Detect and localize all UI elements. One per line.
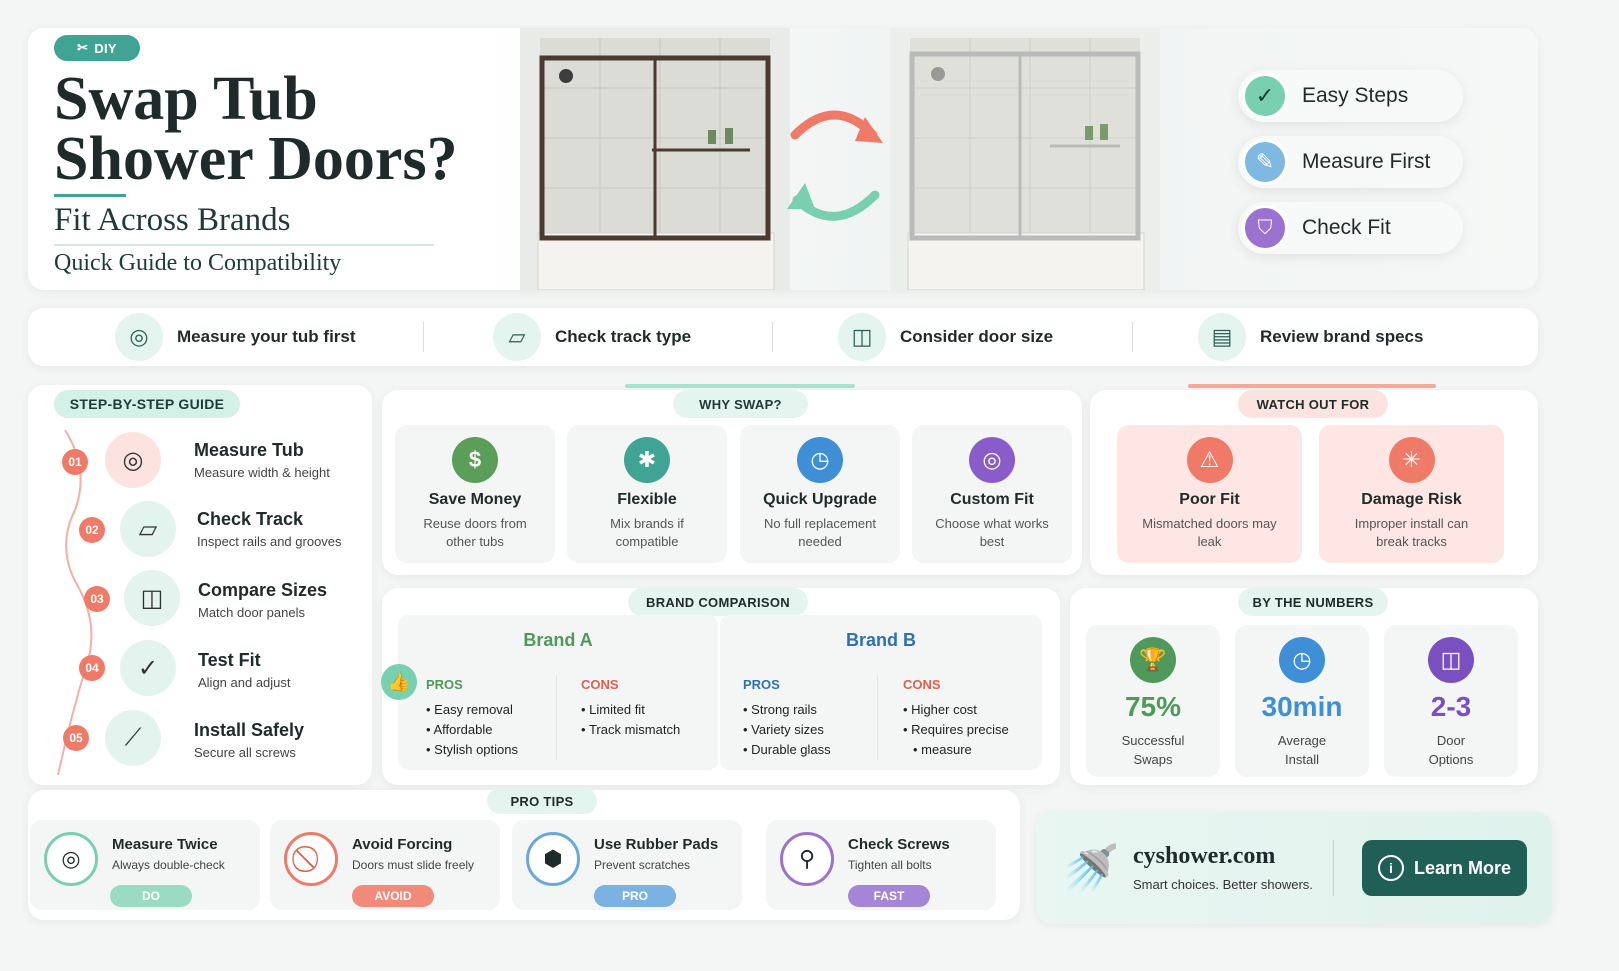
step-item [194,440,330,480]
stat-label-line1: Door [1436,733,1466,748]
by-the-numbers-heading: BY THE NUMBERS [1238,588,1388,616]
tip-sub: Doors must slide freely [352,858,475,872]
check-circle-icon: ✓ [1242,73,1288,119]
tip-badge: PRO [594,885,676,907]
step-number: 05 [63,725,89,751]
watch-out-heading: WATCH OUT FOR [1238,390,1388,418]
strip-item-track [493,310,691,364]
step-sub: Align and adjust [198,675,291,690]
tip-sub: Prevent scratches [594,858,691,872]
step-title: Check Track [197,509,304,529]
brand-a-name: Brand A [523,630,593,650]
step-guide-heading: STEP-BY-STEP GUIDE [54,390,240,418]
brand-b-cons-list [903,700,1009,760]
stat-door-options [1384,625,1518,777]
pro-item: • Stylish options [426,740,518,760]
shield-check-icon: ⛉ [1242,205,1288,251]
pro-tips-heading: PRO TIPS [487,788,597,814]
strip-item-brand-specs [1198,310,1423,364]
tip-title: Measure Twice [112,836,218,853]
footer-divider [1333,840,1334,896]
step-title: Compare Sizes [198,580,328,600]
door-icon: ◫ [1428,637,1474,683]
title-underline [54,194,126,197]
con-item: • Higher cost [903,700,1009,720]
track-rails-icon: ▱ [120,501,176,557]
site-tagline: Smart choices. Better showers. [1133,877,1313,892]
why-sub: No full replacement needed [764,516,876,549]
stat-label-line1: Average [1277,733,1327,748]
why-swap-heading: WHY SWAP? [673,390,808,418]
con-item: • Limited fit [581,700,680,720]
target-icon: ◎ [969,437,1015,483]
tools-icon: ✂ [77,40,89,55]
tip-badge: FAST [848,885,930,907]
screwdriver-icon: ⟋ [105,710,161,766]
why-item-custom-fit [912,425,1072,563]
why-item-quick-upgrade [740,425,900,563]
hero-subtitle: Fit Across Brands [54,202,291,238]
watch-item-damage-risk [1319,425,1504,563]
stat-label-line2: Options [1428,752,1474,767]
stopwatch-icon: ◷ [797,437,843,483]
shower-head-icon: 🚿 [1062,842,1120,894]
brand-a-pros-label: PROS [426,677,463,692]
stat-value: 30min [1261,691,1343,722]
brand-a-divider [556,675,557,760]
track-rails-icon: ▱ [493,313,541,361]
step-number: 01 [62,449,88,475]
con-item: • Track mismatch [581,720,680,740]
shower-door-after-illustration [890,28,1160,290]
pro-item: • Durable glass [743,740,831,760]
info-icon: i [1378,855,1404,881]
strip-label: Check track type [555,327,692,346]
badge-label: Measure First [1302,150,1431,173]
shower-door-before-illustration [520,28,790,290]
dollar-icon: $ [452,437,498,483]
check-icon: ✓ [120,640,176,696]
stat-label-line2: Swaps [1133,752,1173,767]
step-title: Measure Tub [194,440,304,460]
brand-a-pros-list [426,700,518,760]
step-sub: Measure width & height [194,465,330,480]
why-item-flexible [567,425,727,563]
step-number: 03 [84,586,110,612]
badge-label: Easy Steps [1302,84,1409,107]
tip-title: Use Rubber Pads [594,836,719,853]
step-sub: Secure all screws [194,745,296,760]
step-item [198,580,327,620]
why-item-save-money [395,425,555,563]
badge-easy-steps [1238,70,1463,122]
learn-more-label: Learn More [1413,857,1512,878]
why-sub: Reuse doors from other tubs [423,516,527,549]
brand-b-divider [877,675,878,760]
strip-divider [772,322,773,352]
step-number: 04 [79,655,105,681]
prohibited-icon [284,832,338,886]
diy-tag [54,35,140,61]
site-name[interactable]: cyshower.com [1133,843,1276,869]
badge-measure-first [1238,136,1463,188]
why-title: Save Money [428,491,522,508]
tip-badge: DO [110,885,192,907]
why-sub: Mix brands if compatible [610,516,684,549]
tip-title: Check Screws [848,836,950,853]
stat-label-line1: Successful [1121,733,1185,748]
crack-icon: ✳ [1389,437,1435,483]
trophy-icon: 🏆 [1130,637,1176,683]
con-item: • Requires precise [903,720,1009,740]
strip-label: Review brand specs [1260,327,1424,346]
stat-successful-swaps [1086,625,1220,777]
why-swap-accent [625,384,855,388]
step-item [197,509,342,549]
why-sub: Choose what works best [935,516,1049,549]
tip-title: Avoid Forcing [352,836,453,853]
strip-item-measure [115,310,356,364]
tip-measure-twice [30,820,260,910]
brand-b-pros-label: PROS [743,677,780,692]
stat-value: 2-3 [1430,691,1472,722]
stat-value: 75% [1124,691,1182,722]
hero-subtitle2: Quick Guide to Compatibility [54,250,342,276]
subtitle-divider [54,244,434,246]
watch-out-accent [1188,384,1436,388]
tape-measure-icon: ◎ [105,432,161,488]
why-title: Quick Upgrade [763,491,877,508]
pro-item: • Strong rails [743,700,831,720]
brand-b-name: Brand B [845,630,916,650]
brand-a-cons-label: CONS [581,677,619,692]
rubber-pad-icon: ⬢ [526,832,580,886]
learn-more-button[interactable] [1362,840,1527,896]
step-number: 02 [79,517,105,543]
step-sub: Match door panels [198,605,305,620]
pro-item: • Easy removal [426,700,518,720]
step-title: Install Safely [194,720,305,740]
stat-average-install [1235,625,1369,777]
hero-title-line1: Swap Tub [54,65,318,133]
step-item [194,720,304,760]
strip-divider [423,322,424,352]
stat-label-line2: Install [1285,752,1319,767]
step-sub: Inspect rails and grooves [197,534,342,549]
screw-icon: ⚲ [780,832,834,886]
swap-arrows-icon [785,95,885,235]
brand-a-cons-list [581,700,680,740]
pro-item: • Affordable [426,720,518,740]
stat-label [1384,731,1518,769]
watch-title: Damage Risk [1361,491,1462,508]
strip-label: Consider door size [900,327,1054,346]
badge-check-fit [1238,202,1463,254]
door-panels-icon: ◫ [124,570,180,626]
warning-icon: ⚠ [1187,437,1233,483]
step-item [198,650,291,690]
brand-b-pros-list [743,700,831,760]
watch-sub: Improper install can break tracks [1354,516,1469,549]
strip-item-door-size [838,310,1053,364]
tape-measure-icon: ◎ [44,832,98,886]
step-title: Test Fit [198,650,261,670]
document-icon: ▤ [1198,313,1246,361]
why-title: Custom Fit [950,491,1034,508]
hero-title-line2: Shower Doors? [54,125,458,193]
watch-sub: Mismatched doors may leak [1142,516,1277,549]
badge-label: Check Fit [1302,216,1391,239]
stat-label [1235,731,1369,769]
watch-item-poor-fit [1117,425,1302,563]
tape-measure-icon: ◎ [115,313,163,361]
clock-icon: ◷ [1279,637,1325,683]
thumbs-up-icon: 👍 [381,664,417,700]
strip-label: Measure your tub first [177,327,356,346]
tip-sub: Always double-check [112,858,225,872]
tip-check-screws [766,820,996,910]
tip-sub: Tighten all bolts [848,858,932,872]
pro-item: • Variety sizes [743,720,831,740]
watch-title: Poor Fit [1179,491,1240,508]
diy-tag-label: DIY [94,40,117,56]
strip-divider [1132,322,1133,352]
why-title: Flexible [617,491,677,508]
tip-badge: AVOID [352,885,434,907]
stat-label [1086,731,1220,769]
door-icon: ◫ [838,313,886,361]
brand-comparison-heading: BRAND COMPARISON [628,588,808,616]
tip-use-rubber-pads [512,820,742,910]
tip-avoid-forcing [270,820,500,910]
brand-b-cons-label: CONS [903,677,941,692]
con-item-continued: • measure [903,740,1009,760]
ruler-icon: ✎ [1242,139,1288,185]
puzzle-icon: ✱ [624,437,670,483]
